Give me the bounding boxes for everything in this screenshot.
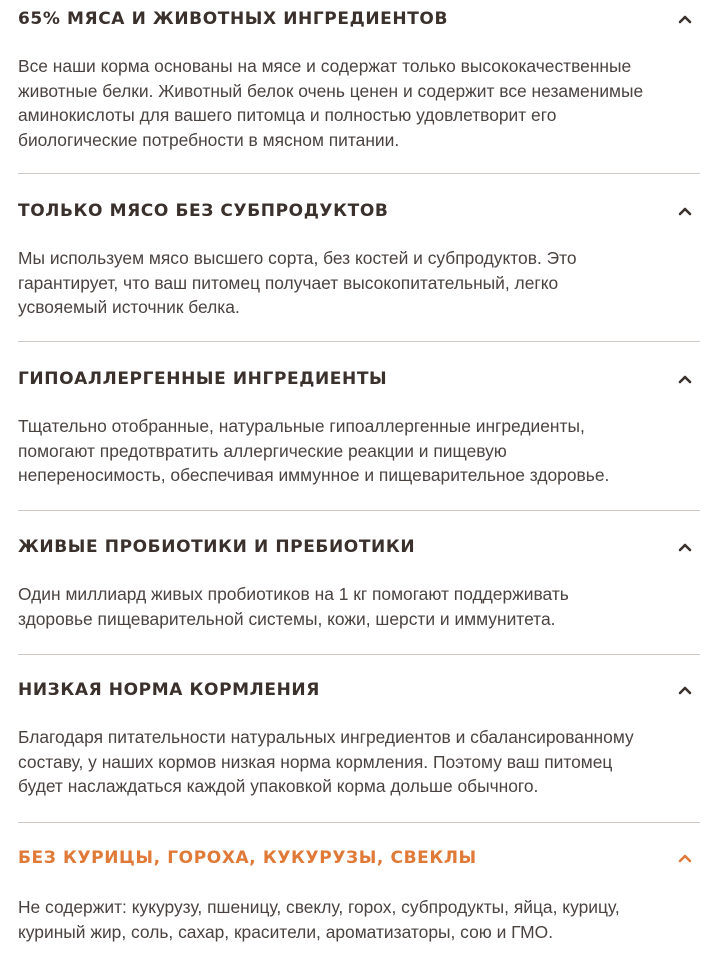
accordion-header-meat-percent[interactable] (18, 4, 700, 34)
accordion-body-probiotics (18, 582, 708, 631)
body-line: куриный жир, соль, сахар, красители, ароматизаторы, сою и ГМО. (18, 921, 554, 942)
accordion-title: 65% МЯСА И ЖИВОТНЫХ ИНГРЕДИЕНТОВ (18, 9, 448, 29)
divider (18, 654, 700, 655)
chevron-up-icon[interactable] (676, 538, 694, 556)
divider (18, 822, 700, 823)
chevron-up-icon[interactable] (676, 681, 694, 699)
body-line: непереносимость, обеспечивая иммунное и пищеварительное здоровье. (18, 465, 610, 485)
body-line: Один миллиард живых пробиотиков на 1 кг помогают поддерживать (18, 584, 569, 604)
accordion-body-feeding-rate (18, 725, 708, 799)
accordion-title: ТОЛЬКО МЯСО БЕЗ СУБПРОДУКТОВ (18, 201, 389, 221)
chevron-up-icon[interactable] (676, 202, 694, 220)
divider (18, 510, 700, 511)
body-line: здоровье пищеварительной системы, кожи, шерсти и иммунитета. (18, 608, 556, 629)
body-line: животные белки. Животный белок очень ценен и содержит все незаменимые (18, 80, 644, 101)
divider (18, 173, 700, 174)
accordion-body-meat-only (18, 246, 708, 320)
body-line: гарантирует, что ваш питомец получает высокопитательный, легко (18, 272, 559, 293)
body-line: Не содержит: кукурузу, пшеницу, свеклу, горох, субпродукты, яйца, курицу, (18, 897, 620, 917)
accordion-title: ГИПОАЛЛЕРГЕННЫЕ ИНГРЕДИЕНТЫ (18, 369, 388, 389)
body-line: аминокислоты для вашего питомца и полностью удовлетворит его (18, 105, 557, 125)
body-line: составу, у наших кормов низкая норма кормления. Поэтому ваш питомец (18, 751, 613, 772)
chevron-up-icon[interactable] (676, 849, 694, 867)
accordion-header-free-from[interactable] (18, 843, 700, 873)
chevron-up-icon[interactable] (676, 370, 694, 388)
body-line: усвояемый источник белка. (18, 297, 240, 317)
accordion-title: БЕЗ КУРИЦЫ, ГОРОХА, КУКУРУЗЫ, СВЕКЛЫ (18, 848, 477, 868)
chevron-up-icon[interactable] (676, 10, 694, 28)
accordion-title: НИЗКАЯ НОРМА КОРМЛЕНИЯ (18, 680, 320, 700)
accordion-header-meat-only[interactable] (18, 196, 700, 226)
accordion-header-probiotics[interactable] (18, 532, 700, 562)
body-line: Благодаря питательности натуральных ингредиентов и сбалансированному (18, 727, 634, 747)
accordion-body-hypoallergenic (18, 414, 708, 488)
accordion-title: ЖИВЫЕ ПРОБИОТИКИ И ПРЕБИОТИКИ (18, 537, 416, 557)
body-line: биологические потребности в мясном питании. (18, 129, 400, 150)
accordion-header-hypoallergenic[interactable] (18, 364, 700, 394)
divider (18, 341, 700, 342)
body-line: помогают предотвратить аллергические реакции и пищевую (18, 440, 507, 461)
body-line: будет наслаждаться каждой упаковкой корма дольше обычного. (18, 776, 539, 796)
accordion-body-free-from (18, 895, 708, 944)
accordion-body-meat-percent (18, 54, 708, 152)
body-line: Все наши корма основаны на мясе и содержат только высококачественные (18, 56, 632, 76)
accordion-header-feeding-rate[interactable] (18, 675, 700, 705)
body-line: Мы используем мясо высшего сорта, без костей и субпродуктов. Это (18, 248, 577, 268)
body-line: Тщательно отобранные, натуральные гипоаллергенные ингредиенты, (18, 416, 585, 436)
